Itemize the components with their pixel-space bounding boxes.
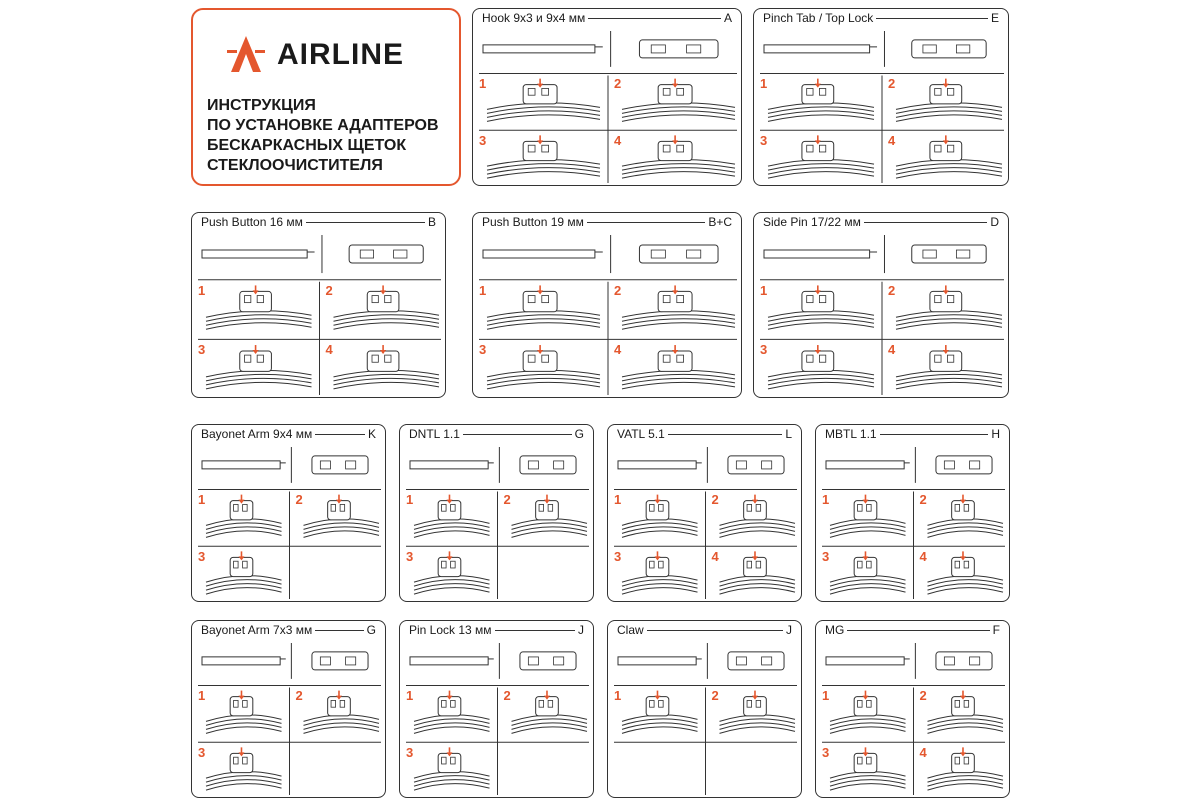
blade-illustration (487, 135, 600, 178)
panel-title: DNTL 1.1 (406, 427, 463, 441)
blade-illustration (622, 691, 698, 734)
panel-push19 (472, 212, 742, 398)
blade-illustration (414, 551, 490, 594)
blade-illustration (206, 285, 312, 329)
arm-illustration (202, 643, 368, 679)
step-number: 1 (614, 492, 622, 508)
panel-artwork (192, 425, 386, 602)
step-number: 3 (198, 342, 206, 358)
panel-artwork (400, 621, 594, 798)
panel-title: VATL 5.1 (614, 427, 668, 441)
blade-illustration (896, 285, 1002, 329)
step-number: 2 (888, 76, 896, 92)
step-number: 1 (198, 688, 206, 704)
step-number: 1 (760, 282, 768, 298)
panel-artwork (192, 621, 386, 798)
panel-title: MBTL 1.1 (822, 427, 880, 441)
panel-bayonet94 (191, 424, 386, 602)
panel-title: Side Pin 17/22 мм (760, 215, 864, 229)
instruction-line-1: ИНСТРУКЦИЯ (207, 97, 316, 114)
airline-logo-icon (223, 32, 269, 78)
blade-illustration (830, 495, 906, 538)
blade-illustration (720, 495, 796, 538)
step-number: 1 (198, 282, 206, 298)
panel-artwork (192, 213, 446, 398)
blade-illustration (334, 345, 440, 389)
step-number: 3 (198, 549, 206, 565)
arm-illustration (826, 447, 992, 483)
step-number: 1 (760, 76, 768, 92)
panel-code: B+C (705, 215, 735, 229)
blade-illustration (487, 345, 600, 389)
step-number: 4 (614, 342, 622, 358)
step-number: 3 (406, 745, 414, 761)
step-number: 1 (614, 688, 622, 704)
panel-artwork (816, 621, 1010, 798)
blade-illustration (928, 691, 1004, 734)
arm-illustration (764, 31, 986, 67)
blade-illustration (896, 79, 1002, 122)
panel-title: Bayonet Arm 9x4 мм (198, 427, 315, 441)
brand-name: AIRLINE (277, 38, 404, 71)
step-number: 2 (325, 282, 333, 298)
step-number: 3 (822, 549, 830, 565)
arm-illustration (826, 643, 992, 679)
blade-illustration (414, 747, 490, 790)
step-number: 3 (760, 342, 768, 358)
step-number: 2 (711, 492, 719, 508)
panel-code: H (988, 427, 1003, 441)
step-number: 4 (919, 549, 927, 565)
panel-claw (607, 620, 802, 798)
step-number: 3 (614, 549, 622, 565)
blade-illustration (830, 691, 906, 734)
panel-pinlock (399, 620, 594, 798)
blade-illustration (622, 551, 698, 594)
instruction-line-2: ПО УСТАНОВКЕ АДАПТЕРОВ (207, 117, 439, 134)
step-number: 1 (822, 492, 830, 508)
panel-artwork (608, 621, 802, 798)
panel-code: L (782, 427, 795, 441)
instruction-line-3: БЕСКАРКАСНЫХ ЩЕТОК (207, 137, 407, 154)
blade-illustration (896, 345, 1002, 389)
arm-illustration (202, 447, 368, 483)
step-number: 2 (503, 492, 511, 508)
arm-illustration (618, 643, 784, 679)
blade-illustration (622, 285, 735, 329)
step-number: 3 (406, 549, 414, 565)
arm-illustration (483, 235, 718, 273)
panel-code: A (721, 11, 735, 25)
panel-artwork (816, 425, 1010, 602)
panel-hook (472, 8, 742, 186)
blade-illustration (830, 747, 906, 790)
blade-illustration (622, 79, 735, 122)
blade-illustration (414, 495, 490, 538)
panel-title: Pin Lock 13 мм (406, 623, 495, 637)
blade-illustration (487, 285, 600, 329)
blade-illustration (928, 551, 1004, 594)
blade-illustration (720, 691, 796, 734)
arm-illustration (618, 447, 784, 483)
blade-illustration (334, 285, 440, 329)
step-number: 4 (711, 549, 719, 565)
blade-illustration (512, 691, 588, 734)
arm-illustration (410, 643, 576, 679)
blade-illustration (206, 551, 282, 594)
panel-code: F (990, 623, 1003, 637)
arm-illustration (764, 235, 986, 273)
step-number: 3 (479, 342, 487, 358)
blade-illustration (487, 79, 600, 122)
step-number: 3 (198, 745, 206, 761)
panel-dntl (399, 424, 594, 602)
panel-artwork (400, 425, 594, 602)
step-number: 4 (614, 133, 622, 149)
blade-illustration (622, 345, 735, 389)
blade-illustration (768, 345, 874, 389)
panel-mbtl (815, 424, 1010, 602)
panel-artwork (473, 9, 742, 186)
panel-code: J (575, 623, 587, 637)
blade-illustration (414, 691, 490, 734)
panel-code: B (425, 215, 439, 229)
panel-title: Push Button 16 мм (198, 215, 306, 229)
blade-illustration (928, 495, 1004, 538)
step-number: 4 (888, 133, 896, 149)
panel-title: Pinch Tab / Top Lock (760, 11, 876, 25)
blade-illustration (304, 691, 380, 734)
instruction-line-4: СТЕКЛООЧИСТИТЕЛЯ (207, 157, 383, 174)
step-number: 2 (295, 492, 303, 508)
step-number: 3 (479, 133, 487, 149)
blade-illustration (768, 285, 874, 329)
step-number: 1 (822, 688, 830, 704)
panel-title: Claw (614, 623, 647, 637)
panel-bayonet73 (191, 620, 386, 798)
step-number: 1 (406, 688, 414, 704)
panel-vatl (607, 424, 802, 602)
blade-illustration (304, 495, 380, 538)
step-number: 1 (479, 282, 487, 298)
step-number: 4 (888, 342, 896, 358)
step-number: 4 (919, 745, 927, 761)
panel-title: MG (822, 623, 847, 637)
step-number: 2 (614, 282, 622, 298)
arm-illustration (483, 31, 718, 67)
step-number: 2 (919, 688, 927, 704)
step-number: 2 (711, 688, 719, 704)
step-number: 2 (888, 282, 896, 298)
blade-illustration (622, 135, 735, 178)
step-number: 2 (503, 688, 511, 704)
step-number: 3 (822, 745, 830, 761)
blade-illustration (206, 345, 312, 389)
panel-title: Bayonet Arm 7x3 мм (198, 623, 315, 637)
arm-illustration (410, 447, 576, 483)
step-number: 2 (614, 76, 622, 92)
blade-illustration (720, 551, 796, 594)
instruction-title (207, 96, 439, 176)
panel-code: K (365, 427, 379, 441)
arm-illustration (202, 235, 423, 273)
panel-title: Hook 9x3 и 9x4 мм (479, 11, 588, 25)
step-number: 1 (198, 492, 206, 508)
panel-artwork (608, 425, 802, 602)
panel-sidepin (753, 212, 1009, 398)
panel-code: D (987, 215, 1002, 229)
blade-illustration (896, 135, 1002, 178)
blade-illustration (768, 79, 874, 122)
brand-logo (223, 32, 404, 78)
blade-illustration (768, 135, 874, 178)
step-number: 2 (919, 492, 927, 508)
blade-illustration (830, 551, 906, 594)
blade-illustration (206, 747, 282, 790)
blade-illustration (206, 495, 282, 538)
panel-code: G (364, 623, 379, 637)
panel-artwork (754, 9, 1009, 186)
panel-artwork (473, 213, 742, 398)
step-number: 4 (325, 342, 333, 358)
panel-code: J (783, 623, 795, 637)
panel-pinch (753, 8, 1009, 186)
panel-mg (815, 620, 1010, 798)
step-number: 1 (479, 76, 487, 92)
panel-artwork (754, 213, 1009, 398)
blade-illustration (206, 691, 282, 734)
panel-code: E (988, 11, 1002, 25)
panel-push16 (191, 212, 446, 398)
step-number: 1 (406, 492, 414, 508)
blade-illustration (622, 495, 698, 538)
panel-code: G (572, 427, 587, 441)
blade-illustration (928, 747, 1004, 790)
step-number: 2 (295, 688, 303, 704)
brand-card (191, 8, 461, 186)
blade-illustration (512, 495, 588, 538)
panel-title: Push Button 19 мм (479, 215, 587, 229)
step-number: 3 (760, 133, 768, 149)
